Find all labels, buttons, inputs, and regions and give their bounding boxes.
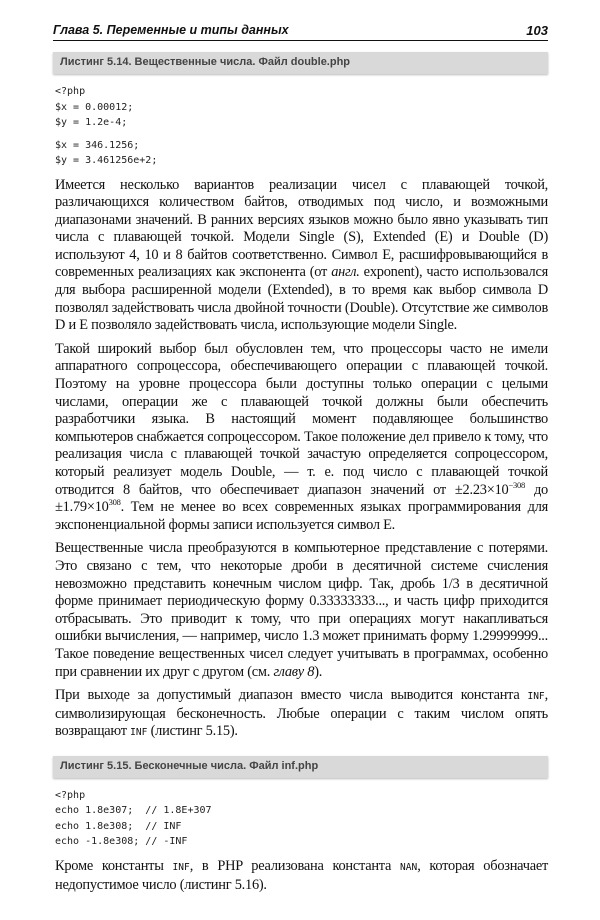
- text: При выходе за допустимый диапазон вместо числа выводится константа: [55, 687, 528, 704]
- running-header: [53, 22, 548, 41]
- code-line: $x = 346.1256;: [55, 139, 140, 151]
- text: , символизирующая бесконечность. Любые операции с таким числом опять возвращают: [55, 687, 548, 740]
- text: (листинг 5.15).: [147, 723, 238, 740]
- listing-caption-5-14: [53, 52, 548, 74]
- paragraph-coprocessor: [55, 341, 548, 535]
- inline-code: INF: [172, 861, 190, 873]
- page-number: 103: [526, 23, 548, 38]
- text: Кроме константы: [55, 857, 173, 874]
- code-line: echo 1.8e308; // INF: [55, 820, 182, 832]
- code-line: echo 1.8e307; // 1.8E+307: [55, 805, 212, 817]
- text: , которая обозначает недопустимое число (листинг 5.16).: [55, 857, 549, 893]
- text: ).: [314, 663, 323, 680]
- chapter-reference: главу 8: [273, 663, 315, 680]
- listing-caption-5-15: [53, 756, 548, 778]
- text: в десятичной форме принимает периодическую форму 0.33333333..., и часть цифр приходится отбрасывать. Это приводит к тому, что при операциях могут накапливаться ошибки вычисления, — например, число 1.3 может принимать форму 1.29999999... Такое поведение вещественных чисел следует учитывать в программах, особенно при сравнении их друг с другом (см.: [55, 575, 549, 680]
- text: . Тем не менее во всех современных языках программирования для экспоненциальной формы записи используется символ E.: [55, 499, 548, 533]
- italic-text: англ.: [331, 264, 360, 281]
- inline-code: INF: [130, 727, 148, 739]
- code-block-inf: [55, 788, 548, 850]
- code-line: $y = 3.461256e+2;: [55, 155, 158, 166]
- paragraph-precision-loss: [55, 540, 548, 681]
- listing-title: Листинг 5.15. Бесконечные числа. Файл inf.php: [60, 759, 319, 772]
- code-block-double: [55, 84, 548, 169]
- listing-title: Листинг 5.14. Вещественные числа. Файл double.php: [60, 56, 351, 68]
- paragraph-nan: [55, 858, 548, 894]
- code-line: <?php: [55, 86, 86, 97]
- text: Вещественные числа преобразуются в компьютерное представление с потерями. Это связано с тем, что некоторые дроби в десятичной системе счисления невозможно представить конечным числом цифр. Так, дробь: [55, 540, 548, 592]
- inline-code: NAN: [400, 861, 418, 873]
- text: Такой широкий выбор был обусловлен тем, что процессоры часто не имели аппаратного сопроцессора, обеспечивающего операции с плавающей точкой. Поэтому на уровне процессора были доступны только операции с целыми числами, операции же с плавающей точкой должны были обеспечить разработчики языка. В настоящий момент подавляющее большинство компьютеров снабжается сопроцессором. Такое положение дел привело к тому, что реализация числа с плавающей точкой зачастую определяется сопроцессором, который реализует модель Double, — т. е. под число с плавающей точкой отводится 8 байтов, что обеспечивает диапазон значений от ±2.23×10: [55, 340, 548, 498]
- code-line: [55, 131, 548, 138]
- inline-code: INF: [527, 691, 545, 703]
- chapter-title: Глава 5. Переменные и типы данных: [53, 23, 289, 37]
- paragraph-inf: [55, 687, 548, 742]
- text: exponent), часто использовался для выбора расширенной модели (Extended), в то время как выбор символа D позволял задействовать числа двойной точности (Double). Отсутствие же символов D и E позволяло задействовать числа, использующие модели Single.: [55, 264, 548, 334]
- fraction: 1/3: [441, 575, 460, 592]
- text: Имеется несколько вариантов реализации чисел с плавающей точкой, различающихся количеством байтов, отводимых под число, и возможными диапазонами значений. В ранних версиях языков можно было явно указывать тип числа с плавающей точкой. Модели Single (S), Extended (E) и Double (D) используют 4, 10 и 8 байтов соответственно. Символ E, расшифровывающийся в современных реализациях как экспонента (от: [55, 176, 548, 281]
- code-line: echo -1.8e308; // -INF: [55, 836, 188, 848]
- text: до ±1.79×10: [55, 481, 549, 516]
- text: , в PHP реализована константа: [189, 857, 401, 874]
- paragraph-float-models: [55, 177, 548, 335]
- code-line: $y = 1.2e-4;: [55, 117, 128, 128]
- code-line: <?php: [55, 789, 86, 801]
- superscript: 308: [108, 497, 121, 508]
- superscript: −308: [508, 479, 526, 490]
- code-line: $x = 0.00012;: [55, 101, 134, 113]
